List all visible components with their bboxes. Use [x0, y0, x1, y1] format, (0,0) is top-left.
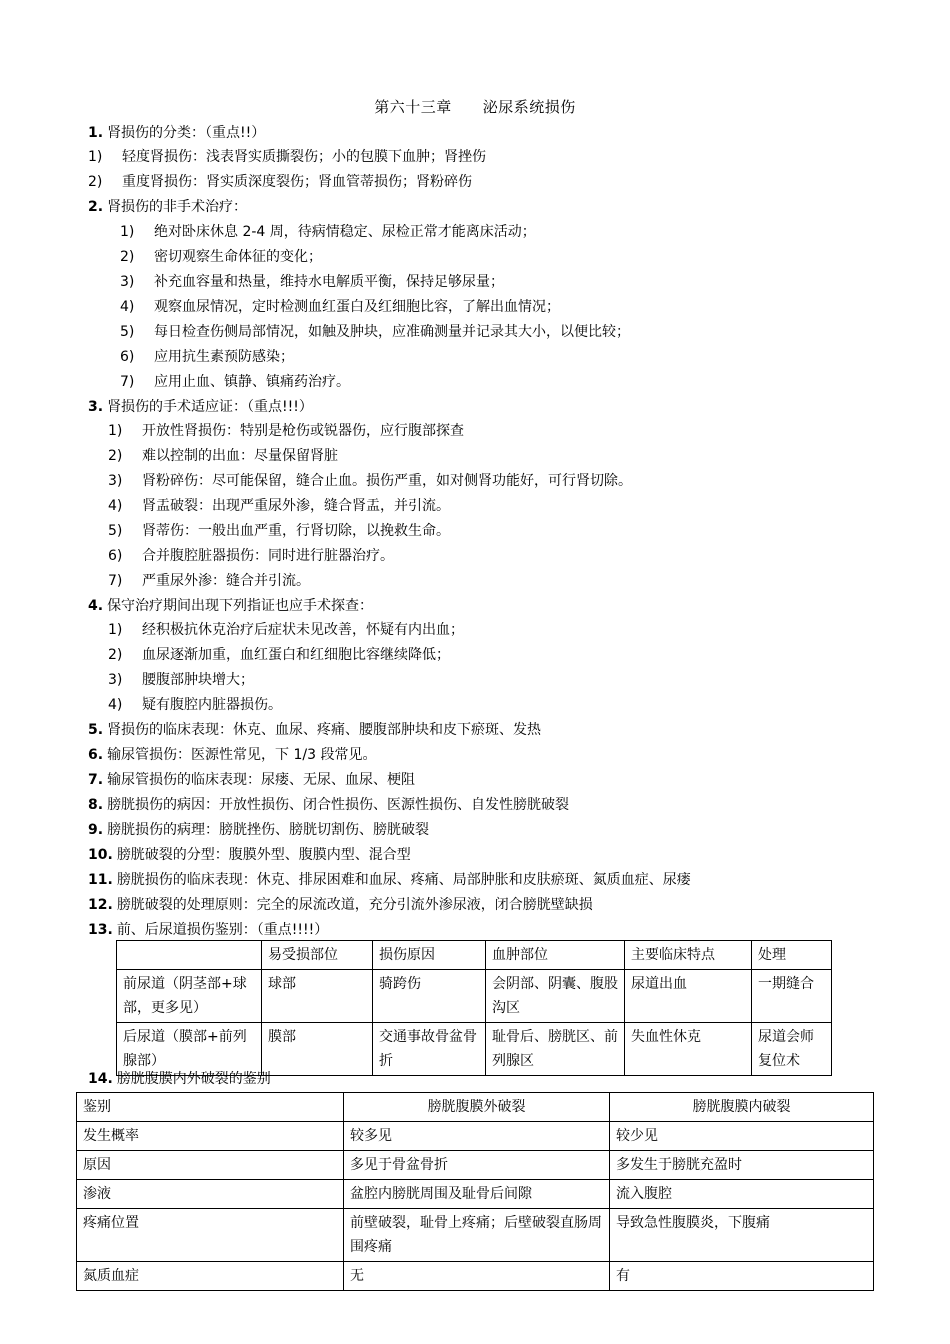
item-number: 4)	[108, 697, 123, 713]
content-line	[88, 846, 411, 864]
table-cell: 原因	[77, 1151, 344, 1180]
section-text: 膀胱腹膜内外破裂的鉴别	[116, 1071, 271, 1087]
content-line	[108, 547, 394, 565]
item-number: 6)	[108, 548, 123, 564]
table-row	[117, 970, 832, 1023]
item-number: 5)	[108, 523, 123, 539]
content-line	[120, 273, 504, 291]
content-line	[108, 472, 632, 490]
item-text: 肾损伤的非手术治疗：	[107, 199, 248, 215]
item-number: 6.	[88, 747, 104, 763]
table-cell: 有	[610, 1262, 874, 1291]
table-header-cell: 损伤原因	[373, 941, 486, 970]
table-header-cell: 主要临床特点	[625, 941, 752, 970]
urethra-injury-table	[116, 940, 832, 1076]
item-number: 7)	[108, 573, 123, 589]
content-line	[108, 447, 338, 465]
item-text: 膀胱破裂的分型：腹膜外型、腹膜内型、混合型	[116, 847, 411, 863]
table-cell: 一期缝合	[752, 970, 832, 1023]
table-header-row	[117, 941, 832, 970]
table-row	[77, 1209, 874, 1262]
content-line	[88, 597, 373, 615]
content-line	[88, 796, 569, 814]
item-text: 保守治疗期间出现下列指证也应手术探查：	[107, 598, 374, 614]
table-header-row	[77, 1093, 874, 1122]
item-text: 开放性肾损伤：特别是枪伤或锐器伤，应行腹部探查	[142, 423, 464, 439]
content-line	[108, 696, 282, 714]
table-cell: 前壁破裂，耻骨上疼痛；后壁破裂直肠周围疼痛	[344, 1209, 610, 1262]
table-cell: 失血性休克	[625, 1023, 752, 1076]
table-row	[77, 1262, 874, 1291]
item-number: 2)	[108, 647, 123, 663]
item-number: 10.	[88, 847, 113, 863]
content-line	[108, 422, 464, 440]
item-text: 观察血尿情况，定时检测血红蛋白及红细胞比容，了解出血情况；	[154, 299, 560, 315]
item-text: 严重尿外渗：缝合并引流。	[142, 573, 310, 589]
section-14-heading	[88, 1070, 271, 1088]
item-number: 5.	[88, 722, 104, 738]
table-cell: 无	[344, 1262, 610, 1291]
content-line	[88, 173, 472, 191]
item-number: 3)	[120, 274, 135, 290]
table-cell: 尿道出血	[625, 970, 752, 1023]
table-row	[117, 1023, 832, 1076]
content-line	[108, 522, 450, 540]
item-number: 3)	[108, 473, 123, 489]
item-text: 应用止血、镇静、镇痛药治疗。	[154, 374, 350, 390]
content-line	[108, 646, 450, 664]
content-line	[88, 198, 247, 216]
item-number: 2)	[108, 448, 123, 464]
content-line	[88, 821, 429, 839]
item-text: 绝对卧床休息 2-4 周，待病情稳定、尿检正常才能离床活动；	[154, 224, 536, 240]
item-text: 疑有腹腔内脏器损伤。	[142, 697, 282, 713]
item-number: 4)	[108, 498, 123, 514]
content-line	[108, 671, 254, 689]
item-text: 膀胱损伤的病理：膀胱挫伤、膀胱切割伤、膀胱破裂	[107, 822, 430, 838]
content-line	[88, 871, 691, 889]
table-cell: 膜部	[262, 1023, 373, 1076]
item-text: 重度肾损伤：肾实质深度裂伤；肾血管蒂损伤；肾粉碎伤	[122, 174, 472, 190]
item-text: 经积极抗休克治疗后症状未见改善，怀疑有内出血；	[142, 622, 464, 638]
item-number: 4)	[120, 299, 135, 315]
table-cell: 导致急性腹膜炎，下腹痛	[610, 1209, 874, 1262]
item-number: 2)	[88, 174, 103, 190]
item-text: 血尿逐渐加重，血红蛋白和红细胞比容继续降低；	[142, 647, 450, 663]
table-cell: 后尿道（膜部+前列腺部）	[117, 1023, 262, 1076]
table-cell: 发生概率	[77, 1122, 344, 1151]
item-number: 2)	[120, 249, 135, 265]
table-cell: 多见于骨盆骨折	[344, 1151, 610, 1180]
item-text: 肾盂破裂：出现严重尿外渗，缝合肾盂，并引流。	[142, 498, 450, 514]
item-text: 每日检查伤侧局部情况，如触及肿块，应准确测量并记录其大小，以便比较；	[154, 324, 630, 340]
item-number: 7)	[120, 374, 135, 390]
table-header-cell: 鉴别	[77, 1093, 344, 1122]
item-text: 难以控制的出血：尽量保留肾脏	[142, 448, 338, 464]
item-text: 轻度肾损伤：浅表肾实质撕裂伤；小的包膜下血肿；肾挫伤	[122, 149, 486, 165]
content-line	[120, 323, 630, 341]
content-line	[88, 746, 377, 764]
table-cell: 较少见	[610, 1122, 874, 1151]
content-line	[120, 373, 350, 391]
item-text: 肾损伤的手术适应证：（重点!!!）	[107, 399, 313, 415]
item-number: 13.	[88, 922, 113, 938]
item-text: 肾蒂伤：一般出血严重，行肾切除，以挽救生命。	[142, 523, 450, 539]
table-cell: 疼痛位置	[77, 1209, 344, 1262]
table-header-cell: 血肿部位	[486, 941, 625, 970]
item-number: 5)	[120, 324, 135, 340]
table-cell: 流入腹腔	[610, 1180, 874, 1209]
content-line	[88, 148, 486, 166]
item-text: 膀胱损伤的病因：开放性损伤、闭合性损伤、医源性损伤、自发性膀胱破裂	[107, 797, 570, 813]
item-text: 合并腹腔脏器损伤：同时进行脏器治疗。	[142, 548, 394, 564]
content-line	[88, 124, 265, 142]
table-cell: 渗液	[77, 1180, 344, 1209]
item-number: 11.	[88, 872, 113, 888]
content-line	[88, 921, 328, 939]
table-header-cell: 膀胱腹膜外破裂	[344, 1093, 610, 1122]
item-text: 前、后尿道损伤鉴别：（重点!!!!）	[116, 922, 329, 938]
content-line	[88, 896, 593, 914]
chapter-title: 第六十三章 泌尿系统损伤	[374, 98, 576, 116]
item-number: 9.	[88, 822, 104, 838]
item-number: 1)	[88, 149, 103, 165]
table-cell: 前尿道（阴茎部+球部，更多见）	[117, 970, 262, 1023]
table-cell: 骑跨伤	[373, 970, 486, 1023]
item-number: 12.	[88, 897, 113, 913]
content-line	[88, 398, 313, 416]
table-cell: 多发生于膀胱充盈时	[610, 1151, 874, 1180]
table-header-cell: 易受损部位	[262, 941, 373, 970]
content-line	[120, 223, 536, 241]
table-row	[77, 1180, 874, 1209]
item-text: 肾粉碎伤：尽可能保留，缝合止血。损伤严重，如对侧肾功能好，可行肾切除。	[142, 473, 632, 489]
item-text: 密切观察生命体征的变化；	[154, 249, 322, 265]
table-cell: 耻骨后、膀胱区、前列腺区	[486, 1023, 625, 1076]
table-header-cell: 膀胱腹膜内破裂	[610, 1093, 874, 1122]
item-text: 膀胱破裂的处理原则：完全的尿流改道，充分引流外渗尿液，闭合膀胱壁缺损	[116, 897, 593, 913]
content-line	[120, 348, 294, 366]
item-text: 腰腹部肿块增大；	[142, 672, 254, 688]
table-header-cell: 处理	[752, 941, 832, 970]
table-cell: 盆腔内膀胱周围及耻骨后间隙	[344, 1180, 610, 1209]
content-line	[108, 621, 464, 639]
item-text: 肾损伤的分类：（重点!!）	[107, 125, 266, 141]
table-row	[77, 1122, 874, 1151]
table-cell: 较多见	[344, 1122, 610, 1151]
item-number: 8.	[88, 797, 104, 813]
content-line	[88, 721, 541, 739]
table-cell: 氮质血症	[77, 1262, 344, 1291]
bladder-rupture-table	[76, 1092, 874, 1291]
table-row	[77, 1151, 874, 1180]
content-line	[108, 572, 310, 590]
section-number: 14.	[88, 1071, 113, 1087]
item-text: 补充血容量和热量，维持水电解质平衡，保持足够尿量；	[154, 274, 504, 290]
table-cell: 交通事故骨盆骨折	[373, 1023, 486, 1076]
item-number: 1)	[108, 423, 123, 439]
item-text: 输尿管损伤的临床表现：尿瘘、无尿、血尿、梗阻	[107, 772, 416, 788]
table-header-cell	[117, 941, 262, 970]
item-text: 肾损伤的临床表现：休克、血尿、疼痛、腰腹部肿块和皮下瘀斑、发热	[107, 722, 542, 738]
table-cell: 尿道会师复位术	[752, 1023, 832, 1076]
item-text: 膀胱损伤的临床表现：休克、排尿困难和血尿、疼痛、局部肿胀和皮肤瘀斑、氮质血症、尿瘘	[116, 872, 691, 888]
item-number: 6)	[120, 349, 135, 365]
item-number: 7.	[88, 772, 104, 788]
content-line	[120, 298, 560, 316]
item-number: 4.	[88, 598, 104, 614]
table-cell: 会阴部、阴囊、腹股沟区	[486, 970, 625, 1023]
item-number: 3.	[88, 399, 104, 415]
content-line	[120, 248, 322, 266]
item-number: 1)	[108, 622, 123, 638]
item-number: 3)	[108, 672, 123, 688]
item-number: 2.	[88, 199, 104, 215]
item-number: 1)	[120, 224, 135, 240]
content-line	[108, 497, 450, 515]
table-cell: 球部	[262, 970, 373, 1023]
item-number: 1.	[88, 125, 104, 141]
item-text: 输尿管损伤：医源性常见，下 1/3 段常见。	[107, 747, 377, 763]
item-text: 应用抗生素预防感染；	[154, 349, 294, 365]
content-line	[88, 771, 415, 789]
